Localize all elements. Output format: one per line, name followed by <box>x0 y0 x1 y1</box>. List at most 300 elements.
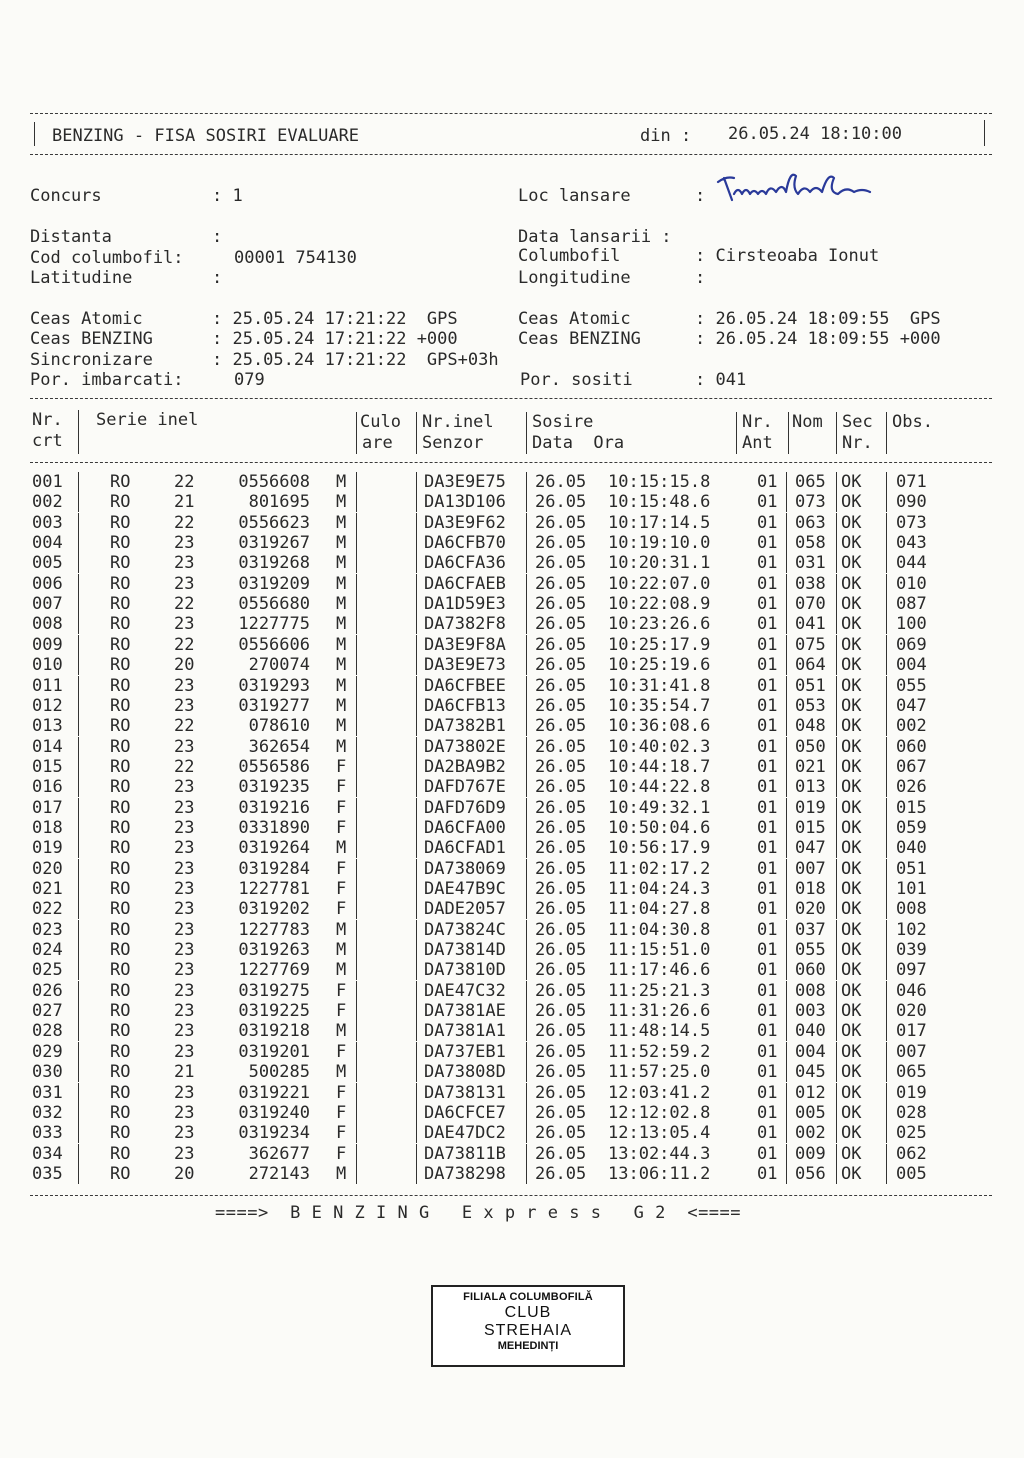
sex: M <box>336 655 347 676</box>
table-row <box>30 899 992 919</box>
porumbei-sositi-value: : 041 <box>695 370 747 390</box>
column-divider <box>356 1123 357 1143</box>
check-status: OK <box>841 919 862 940</box>
sex: M <box>336 919 347 940</box>
ring-country: RO <box>110 1001 131 1022</box>
column-divider <box>416 1042 417 1062</box>
check-status: OK <box>841 1163 862 1184</box>
ring-number: 1227781 <box>238 879 310 899</box>
column-divider <box>786 757 787 777</box>
column-divider <box>886 1123 887 1143</box>
column-divider <box>416 1001 417 1021</box>
header-divider <box>836 412 837 454</box>
column-divider <box>78 879 79 899</box>
arrival-time: 10:31:41.8 <box>608 675 711 696</box>
nominated-nr: 020 <box>795 899 826 920</box>
check-status: OK <box>841 960 862 981</box>
col-culoare-header-1: Culo <box>360 412 401 432</box>
check-status: OK <box>841 655 862 676</box>
column-divider <box>416 655 417 675</box>
column-divider <box>526 1103 527 1123</box>
antenna-nr: 01 <box>757 838 778 859</box>
sex: M <box>336 533 347 554</box>
arrival-date: 26.05 <box>535 1123 587 1144</box>
sex: F <box>336 797 347 818</box>
antenna-nr: 01 <box>757 980 778 1001</box>
nominated-nr: 075 <box>795 634 826 655</box>
ring-country: RO <box>110 736 131 757</box>
column-divider <box>78 1062 79 1082</box>
column-divider <box>786 1083 787 1103</box>
arrival-date: 26.05 <box>535 1062 587 1083</box>
check-status: OK <box>841 492 862 513</box>
arrival-date: 26.05 <box>535 512 587 533</box>
column-divider <box>78 696 79 716</box>
nominated-nr: 031 <box>795 553 826 574</box>
column-divider <box>886 940 887 960</box>
ring-country: RO <box>110 573 131 594</box>
row-number: 025 <box>32 960 63 981</box>
table-row <box>30 635 992 655</box>
column-divider <box>886 798 887 818</box>
ring-country: RO <box>110 777 131 798</box>
column-divider <box>356 594 357 614</box>
column-divider <box>356 472 357 492</box>
sensor-id: DA7382F8 <box>424 614 506 635</box>
antenna-nr: 01 <box>757 1001 778 1022</box>
sex: M <box>336 940 347 961</box>
sex: M <box>336 573 347 594</box>
column-divider <box>416 1164 417 1184</box>
column-divider <box>526 1021 527 1041</box>
sensor-id: DAE47DC2 <box>424 1123 506 1144</box>
observation: 097 <box>896 960 927 981</box>
table-row <box>30 594 992 614</box>
observation: 019 <box>896 1082 927 1103</box>
column-divider <box>526 981 527 1001</box>
arrival-time: 11:04:27.8 <box>608 899 711 920</box>
column-divider <box>526 1001 527 1021</box>
sensor-id: DA3E9F8A <box>424 634 506 655</box>
column-divider <box>836 553 837 573</box>
column-divider <box>526 1144 527 1164</box>
sensor-id: DA6CFB70 <box>424 533 506 554</box>
antenna-nr: 01 <box>757 492 778 513</box>
ring-number: 0319221 <box>238 1082 310 1103</box>
sensor-id: DA6CFBEE <box>424 675 506 696</box>
sensor-id: DA2BA9B2 <box>424 756 506 777</box>
sensor-id: DA6CFA00 <box>424 817 506 838</box>
column-divider <box>886 1164 887 1184</box>
column-divider <box>416 1103 417 1123</box>
antenna-nr: 01 <box>757 960 778 981</box>
ring-year: 23 <box>174 919 195 940</box>
table-row <box>30 472 992 492</box>
column-divider <box>416 737 417 757</box>
column-divider <box>78 533 79 553</box>
antenna-nr: 01 <box>757 1041 778 1062</box>
check-status: OK <box>841 594 862 615</box>
observation: 062 <box>896 1143 927 1164</box>
nominated-nr: 055 <box>795 940 826 961</box>
column-divider <box>786 838 787 858</box>
col-sec-header-2: Nr. <box>842 433 873 453</box>
column-divider <box>78 594 79 614</box>
nominated-nr: 051 <box>795 675 826 696</box>
ring-number: 0319240 <box>238 1102 310 1123</box>
column-divider <box>416 635 417 655</box>
column-divider <box>416 716 417 736</box>
sex: F <box>336 1123 347 1144</box>
ring-year: 23 <box>174 879 195 899</box>
table-row <box>30 1123 992 1143</box>
nominated-nr: 064 <box>795 655 826 676</box>
observation: 026 <box>896 777 927 798</box>
col-culoare-header-2: are <box>362 433 393 453</box>
col-sosire-header-1: Sosire <box>532 412 594 432</box>
column-divider <box>416 614 417 634</box>
column-divider <box>786 614 787 634</box>
column-divider <box>416 879 417 899</box>
row-number: 020 <box>32 858 63 879</box>
arrival-date: 26.05 <box>535 777 587 798</box>
ring-number: 1227783 <box>238 919 310 940</box>
sensor-id: DA6CFAD1 <box>424 838 506 859</box>
print-datetime: 26.05.24 18:10:00 <box>728 124 902 144</box>
column-divider <box>78 1083 79 1103</box>
observation: 073 <box>896 512 927 533</box>
ring-country: RO <box>110 634 131 655</box>
ring-country: RO <box>110 919 131 940</box>
column-divider <box>836 1062 837 1082</box>
column-divider <box>836 838 837 858</box>
col-ant-header-1: Nr. <box>742 412 773 432</box>
arrival-time: 10:35:54.7 <box>608 695 711 716</box>
column-divider <box>356 940 357 960</box>
arrival-time: 10:50:04.6 <box>608 817 711 838</box>
column-divider <box>78 655 79 675</box>
ring-year: 23 <box>174 899 195 920</box>
table-row <box>30 1083 992 1103</box>
antenna-nr: 01 <box>757 736 778 757</box>
nominated-nr: 038 <box>795 573 826 594</box>
sensor-id: DA6CFA36 <box>424 553 506 574</box>
column-divider <box>416 920 417 940</box>
header-divider <box>416 412 417 454</box>
row-number: 003 <box>32 512 63 533</box>
ring-number: 0319202 <box>238 899 310 920</box>
column-divider <box>356 574 357 594</box>
sex: M <box>336 594 347 615</box>
table-row <box>30 1103 992 1123</box>
ring-country: RO <box>110 858 131 879</box>
sex: F <box>336 1082 347 1103</box>
arrival-date: 26.05 <box>535 553 587 574</box>
column-divider <box>886 1021 887 1041</box>
column-divider <box>78 1001 79 1021</box>
ceas-benzing-start-value: : 25.05.24 17:21:22 +000 <box>212 329 458 349</box>
column-divider <box>78 798 79 818</box>
antenna-nr: 01 <box>757 655 778 676</box>
column-divider <box>836 676 837 696</box>
ring-country: RO <box>110 980 131 1001</box>
title-right-bar <box>984 120 985 146</box>
observation: 101 <box>896 879 927 899</box>
column-divider <box>886 1042 887 1062</box>
sex: M <box>336 512 347 533</box>
row-number: 006 <box>32 573 63 594</box>
column-divider <box>78 960 79 980</box>
antenna-nr: 01 <box>757 675 778 696</box>
observation: 020 <box>896 1001 927 1022</box>
column-divider <box>526 1164 527 1184</box>
column-divider <box>356 777 357 797</box>
column-divider <box>886 879 887 899</box>
column-divider <box>886 960 887 980</box>
check-status: OK <box>841 838 862 859</box>
column-divider <box>416 981 417 1001</box>
table-row <box>30 859 992 879</box>
cod-columbofil-label: Cod columbofil: <box>30 248 184 268</box>
nominated-nr: 013 <box>795 777 826 798</box>
nominated-nr: 048 <box>795 716 826 737</box>
table-row <box>30 655 992 675</box>
column-divider <box>886 635 887 655</box>
arrival-date: 26.05 <box>535 675 587 696</box>
check-status: OK <box>841 980 862 1001</box>
check-status: OK <box>841 716 862 737</box>
column-divider <box>786 1144 787 1164</box>
arrival-date: 26.05 <box>535 817 587 838</box>
column-divider <box>836 920 837 940</box>
ceas-atomic-start-label: Ceas Atomic <box>30 309 143 329</box>
check-status: OK <box>841 1062 862 1083</box>
column-divider <box>526 798 527 818</box>
sensor-id: DADE2057 <box>424 899 506 920</box>
ring-number: 0556623 <box>238 512 310 533</box>
sex: F <box>336 1143 347 1164</box>
column-divider <box>836 635 837 655</box>
table-row <box>30 513 992 533</box>
columbofil-label: Columbofil <box>518 246 621 266</box>
column-divider <box>886 1083 887 1103</box>
column-divider <box>836 1164 837 1184</box>
ring-country: RO <box>110 879 131 899</box>
ring-country: RO <box>110 817 131 838</box>
sensor-id: DAFD76D9 <box>424 797 506 818</box>
table-row <box>30 533 992 553</box>
column-divider <box>356 757 357 777</box>
column-divider <box>526 716 527 736</box>
nominated-nr: 047 <box>795 838 826 859</box>
table-row <box>30 1144 992 1164</box>
column-divider <box>356 513 357 533</box>
observation: 028 <box>896 1102 927 1123</box>
row-number: 004 <box>32 533 63 554</box>
column-divider <box>786 574 787 594</box>
check-status: OK <box>841 675 862 696</box>
ceas-atomic-start-value: : 25.05.24 17:21:22 GPS <box>212 309 458 329</box>
ceas-benzing-start-label: Ceas BENZING <box>30 329 153 349</box>
column-divider <box>526 818 527 838</box>
column-divider <box>356 737 357 757</box>
column-divider <box>836 818 837 838</box>
column-divider <box>886 737 887 757</box>
ring-year: 20 <box>174 655 195 676</box>
column-divider <box>836 859 837 879</box>
column-divider <box>836 655 837 675</box>
ring-number: 0556608 <box>238 472 310 492</box>
nominated-nr: 058 <box>795 533 826 554</box>
arrival-time: 10:56:17.9 <box>608 838 711 859</box>
col-nr-header-2: crt <box>32 431 63 451</box>
ring-number: 0319284 <box>238 858 310 879</box>
observation: 043 <box>896 533 927 554</box>
ring-number: 0319263 <box>238 940 310 961</box>
latitudine-value: : <box>212 268 223 288</box>
column-divider <box>416 757 417 777</box>
sex: M <box>336 1021 347 1042</box>
column-divider <box>836 492 837 512</box>
antenna-nr: 01 <box>757 756 778 777</box>
column-divider <box>356 1144 357 1164</box>
table-header <box>30 408 992 458</box>
distanta-label: Distanta <box>30 227 112 247</box>
ring-country: RO <box>110 472 131 492</box>
check-status: OK <box>841 1041 862 1062</box>
ring-number: 0319209 <box>238 573 310 594</box>
column-divider <box>786 553 787 573</box>
ceas-atomic-end-label: Ceas Atomic <box>518 309 631 329</box>
column-divider <box>886 655 887 675</box>
ring-year: 23 <box>174 553 195 574</box>
nominated-nr: 021 <box>795 756 826 777</box>
header-divider <box>788 412 789 454</box>
arrival-date: 26.05 <box>535 960 587 981</box>
sensor-id: DAFD767E <box>424 777 506 798</box>
sensor-id: DA738131 <box>424 1082 506 1103</box>
sensor-id: DA737EB1 <box>424 1041 506 1062</box>
table-bottom-rule <box>30 1195 992 1196</box>
check-status: OK <box>841 940 862 961</box>
check-status: OK <box>841 695 862 716</box>
column-divider <box>786 940 787 960</box>
column-divider <box>786 472 787 492</box>
nominated-nr: 045 <box>795 1062 826 1083</box>
ring-country: RO <box>110 695 131 716</box>
column-divider <box>786 696 787 716</box>
column-divider <box>356 492 357 512</box>
nominated-nr: 037 <box>795 919 826 940</box>
antenna-nr: 01 <box>757 1123 778 1144</box>
antenna-nr: 01 <box>757 817 778 838</box>
ring-country: RO <box>110 1102 131 1123</box>
ring-country: RO <box>110 533 131 554</box>
column-divider <box>786 1164 787 1184</box>
check-status: OK <box>841 614 862 635</box>
arrival-date: 26.05 <box>535 655 587 676</box>
column-divider <box>356 676 357 696</box>
ring-number: 0556680 <box>238 594 310 615</box>
nominated-nr: 002 <box>795 1123 826 1144</box>
table-row <box>30 818 992 838</box>
column-divider <box>78 940 79 960</box>
row-number: 001 <box>32 472 63 492</box>
column-divider <box>78 716 79 736</box>
antenna-nr: 01 <box>757 594 778 615</box>
column-divider <box>836 1144 837 1164</box>
arrival-time: 10:40:02.3 <box>608 736 711 757</box>
row-number: 033 <box>32 1123 63 1144</box>
column-divider <box>78 920 79 940</box>
antenna-nr: 01 <box>757 472 778 492</box>
column-divider <box>836 879 837 899</box>
arrival-date: 26.05 <box>535 879 587 899</box>
column-divider <box>78 635 79 655</box>
ring-year: 23 <box>174 838 195 859</box>
column-divider <box>78 818 79 838</box>
column-divider <box>78 859 79 879</box>
table-row <box>30 1062 992 1082</box>
antenna-nr: 01 <box>757 716 778 737</box>
column-divider <box>836 513 837 533</box>
column-divider <box>356 1083 357 1103</box>
ring-country: RO <box>110 960 131 981</box>
column-divider <box>786 533 787 553</box>
header-divider <box>736 412 737 454</box>
column-divider <box>836 594 837 614</box>
ring-country: RO <box>110 1082 131 1103</box>
column-divider <box>78 899 79 919</box>
column-divider <box>356 920 357 940</box>
row-number: 014 <box>32 736 63 757</box>
sensor-id: DA738069 <box>424 858 506 879</box>
sex: F <box>336 879 347 899</box>
column-divider <box>356 716 357 736</box>
sensor-id: DA73810D <box>424 960 506 981</box>
arrival-time: 10:44:22.8 <box>608 777 711 798</box>
column-divider <box>786 899 787 919</box>
check-status: OK <box>841 858 862 879</box>
column-divider <box>416 798 417 818</box>
antenna-nr: 01 <box>757 879 778 899</box>
arrival-date: 26.05 <box>535 736 587 757</box>
column-divider <box>526 1062 527 1082</box>
column-divider <box>886 1062 887 1082</box>
ring-year: 22 <box>174 716 195 737</box>
ring-year: 23 <box>174 1102 195 1123</box>
distanta-value: : <box>212 227 223 247</box>
row-number: 030 <box>32 1062 63 1083</box>
longitudine-value: : <box>695 268 706 288</box>
table-row <box>30 1042 992 1062</box>
column-divider <box>786 1062 787 1082</box>
column-divider <box>836 574 837 594</box>
column-divider <box>78 513 79 533</box>
ring-year: 22 <box>174 756 195 777</box>
observation: 047 <box>896 695 927 716</box>
column-divider <box>356 1103 357 1123</box>
nominated-nr: 007 <box>795 858 826 879</box>
sensor-id: DA73802E <box>424 736 506 757</box>
check-status: OK <box>841 634 862 655</box>
cod-columbofil-value: 00001 754130 <box>234 248 357 268</box>
table-row <box>30 838 992 858</box>
column-divider <box>356 553 357 573</box>
column-divider <box>886 574 887 594</box>
column-divider <box>786 513 787 533</box>
ring-year: 23 <box>174 817 195 838</box>
